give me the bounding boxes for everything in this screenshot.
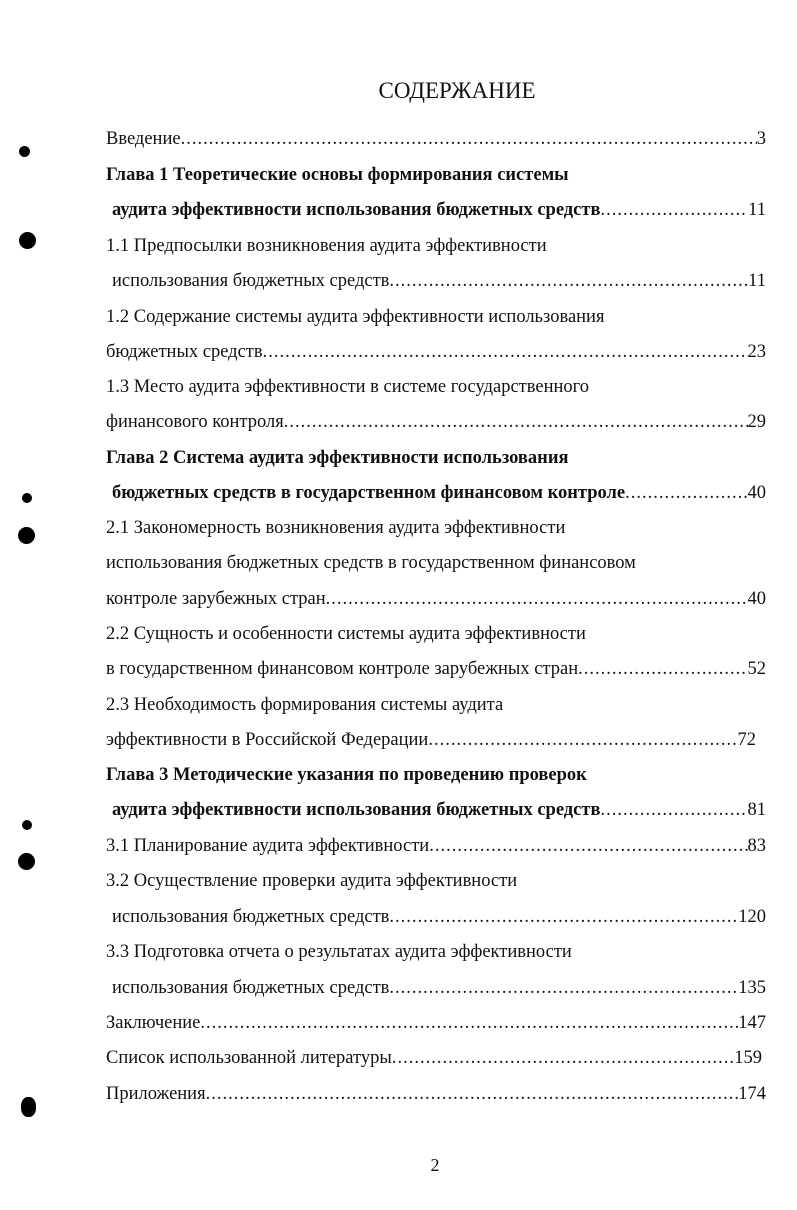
toc-section-1-2-heading[interactable]: 1.2 Содержание системы аудита эффективности использования [106,307,605,327]
binder-hole-mark [19,146,30,157]
toc-entry-introduction[interactable]: Введение ..... 3 [106,126,766,152]
toc-page-number: 40 [747,589,766,609]
toc-page-number: 40 [747,483,766,503]
leader-dots [600,797,747,823]
page-title: СОДЕРЖАНИЕ [378,78,536,103]
toc-section-2-2-entry[interactable]: в государственном финансовом контроле зарубежных стран ..... 52 [106,656,766,682]
toc-section-1-3-entry[interactable]: финансового контроля ..... 29 [106,409,766,435]
toc-section-3-2-entry[interactable]: использования бюджетных средств ..... 120 [112,904,766,930]
toc-section-2-1-entry[interactable]: контроле зарубежных стран ..... 40 [106,586,766,612]
toc-section-2-1-heading[interactable]: 2.1 Закономерность возникновения аудита эффективности [106,518,566,538]
toc-chapter-2-heading[interactable]: Глава 2 Система аудита эффективности использования [106,448,569,468]
toc-chapter-3-heading[interactable]: Глава 3 Методические указания по проведению проверок [106,765,587,785]
toc-page-number: 11 [748,200,766,220]
toc-page-number: 120 [738,907,766,927]
toc-section-1-1-heading[interactable]: 1.1 Предпосылки возникновения аудита эффективности [106,236,547,256]
toc-section-3-2-heading[interactable]: 3.2 Осуществление проверки аудита эффективности [106,871,518,891]
toc-page-number: 72 [737,730,756,750]
binder-hole-mark [21,1097,36,1117]
toc-page-number: 147 [738,1013,766,1033]
leader-dots [284,409,748,435]
binder-hole-mark [18,527,35,544]
leader-dots [181,126,757,152]
leader-dots [429,833,747,859]
toc-page-number: 159 [734,1048,762,1068]
toc-page-number: 81 [747,800,766,820]
leader-dots [625,480,747,506]
toc-section-3-3-entry[interactable]: использования бюджетных средств ..... 135 [112,975,766,1001]
toc-entry-references[interactable]: Список использованной литературы ..... 159 [106,1045,762,1071]
leader-dots [326,586,748,612]
toc-section-1-3-heading[interactable]: 1.3 Место аудита эффективности в системе государственного [106,377,590,397]
leader-dots [428,727,737,753]
leader-dots [600,197,748,223]
binder-hole-mark [22,820,32,830]
toc-section-2-2-heading[interactable]: 2.2 Сущность и особенности системы аудита эффективности [106,624,586,644]
toc-section-3-3-heading[interactable]: 3.3 Подготовка отчета о результатах аудита эффективности [106,942,572,962]
toc-page-number: 29 [747,412,766,432]
toc-section-1-1-entry[interactable]: использования бюджетных средств ..... 11 [112,268,766,294]
toc-section-2-3-heading[interactable]: 2.3 Необходимость формирования системы аудита [106,695,504,715]
leader-dots [200,1010,738,1036]
toc-chapter-1-heading[interactable]: Глава 1 Теоретические основы формирования системы [106,165,569,185]
binder-hole-mark [22,493,32,503]
toc-section-2-1-continuation[interactable]: использования бюджетных средств в государственном финансовом [106,553,636,573]
toc-chapter-1-entry[interactable]: аудита эффективности использования бюджетных средств ..... 11 [112,197,766,223]
toc-section-2-3-entry[interactable]: эффективности в Российской Федерации ..... 72 [106,727,756,753]
leader-dots [389,268,748,294]
toc-page-number: 11 [748,271,766,291]
leader-dots [578,656,747,682]
toc-page-number: 83 [747,836,766,856]
toc-page-number: 3 [756,129,766,149]
leader-dots [263,339,748,365]
toc-page-number: 52 [747,659,766,679]
leader-dots [389,904,738,930]
toc-page-number: 23 [747,342,766,362]
toc-page-number: 174 [738,1084,766,1104]
toc-section-1-2-entry[interactable]: бюджетных средств ..... 23 [106,339,766,365]
leader-dots [206,1081,739,1107]
toc-page-number: 135 [738,978,766,998]
leader-dots [389,975,738,1001]
toc-entry-appendices[interactable]: Приложения ..... 174 [106,1081,766,1107]
binder-hole-mark [19,232,36,249]
toc-chapter-3-entry[interactable]: аудита эффективности использования бюджетных средств ..... 81 [112,797,766,823]
toc-chapter-2-entry[interactable]: бюджетных средств в государственном финансовом контроле ..... 40 [112,480,766,506]
toc-section-3-1-entry[interactable]: 3.1 Планирование аудита эффективности ..... 83 [106,833,766,859]
binder-hole-mark [18,853,35,870]
leader-dots [392,1045,734,1071]
page-number: 2 [430,1155,440,1175]
toc-entry-conclusion[interactable]: Заключение ..... 147 [106,1010,766,1036]
